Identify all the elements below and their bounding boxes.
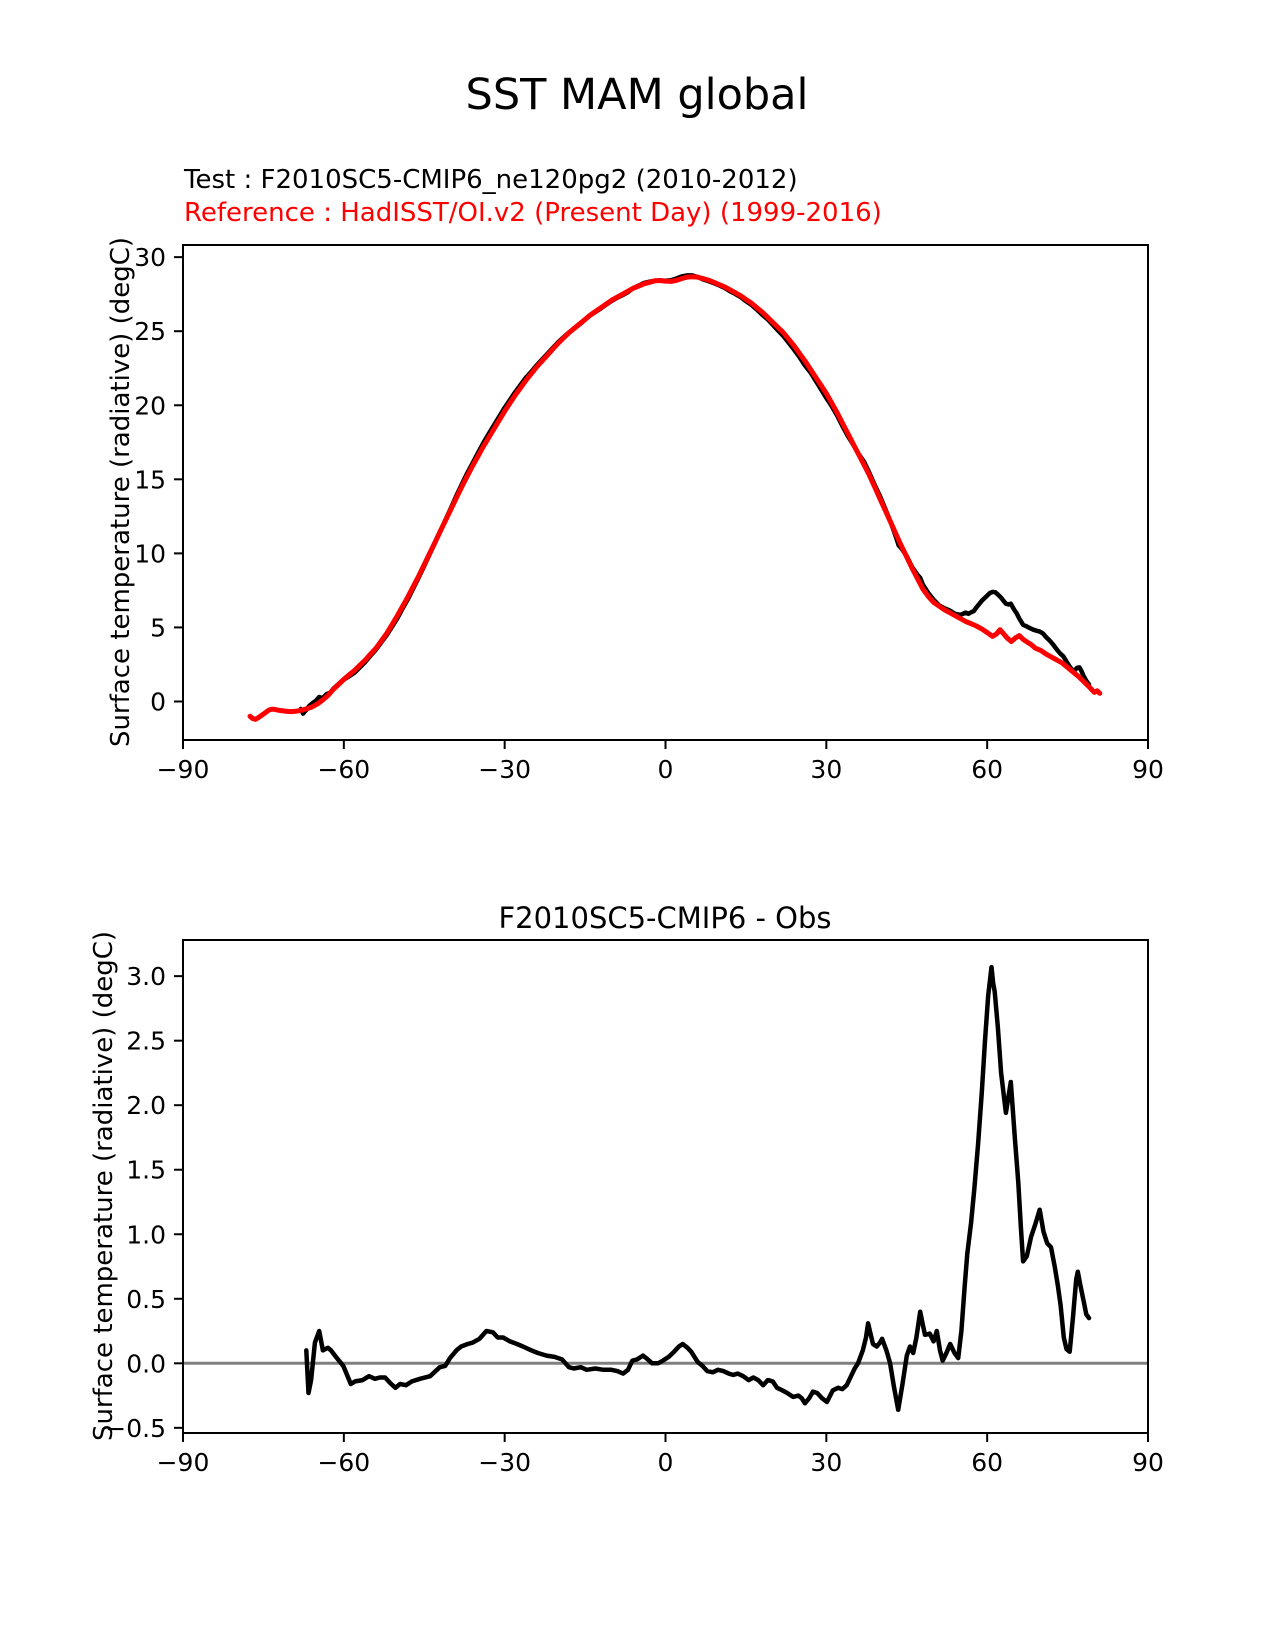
x-tick-label: 60 [971, 1448, 1004, 1477]
series-line-0 [306, 967, 1089, 1410]
x-tick-label: 90 [1132, 755, 1164, 784]
y-tick-label: 0.0 [126, 1349, 166, 1379]
y-tick-label: 0 [150, 687, 166, 717]
y-tick-label: 3.0 [126, 962, 166, 992]
y-tick-label: 30 [134, 243, 166, 273]
x-tick-label: 30 [810, 1448, 843, 1477]
top-chart-ylabel: Surface temperature (radiative) (degC) [106, 236, 136, 748]
x-tick-label: −60 [317, 1448, 371, 1477]
y-tick-label: 2.0 [126, 1091, 166, 1121]
y-tick-label: 5 [150, 613, 166, 643]
x-tick-label: −30 [478, 755, 532, 784]
y-tick-label: −0.5 [105, 1413, 166, 1443]
bottom-chart-ylabel: Surface temperature (radiative) (degC) [89, 930, 119, 1442]
y-tick-label: 0.5 [126, 1284, 166, 1314]
bottom-chart-title: F2010SC5-CMIP6 - Obs [498, 901, 832, 935]
x-tick-label: 60 [971, 755, 1004, 784]
x-tick-label: 90 [1132, 1448, 1164, 1477]
x-tick-label: 0 [657, 755, 674, 784]
y-tick-label: 20 [134, 391, 166, 421]
x-tick-label: −90 [156, 755, 210, 784]
x-tick-label: 30 [810, 755, 843, 784]
y-tick-label: 2.5 [126, 1026, 166, 1056]
x-tick-label: 0 [657, 1448, 674, 1477]
legend-test-label: Test : F2010SC5-CMIP6_ne120pg2 (2010-2012) [184, 165, 798, 195]
x-tick-label: −90 [156, 1448, 210, 1477]
y-tick-label: 1.0 [126, 1220, 166, 1250]
x-tick-label: −60 [317, 755, 371, 784]
y-tick-label: 15 [134, 465, 166, 495]
y-tick-label: 10 [134, 539, 166, 569]
y-tick-label: 25 [134, 317, 166, 347]
x-tick-label: −30 [478, 1448, 532, 1477]
legend-reference-label: Reference : HadISST/OI.v2 (Present Day) (1999-2016) [184, 198, 882, 228]
y-tick-label: 1.5 [126, 1155, 166, 1185]
figure-title: SST MAM global [465, 70, 809, 120]
